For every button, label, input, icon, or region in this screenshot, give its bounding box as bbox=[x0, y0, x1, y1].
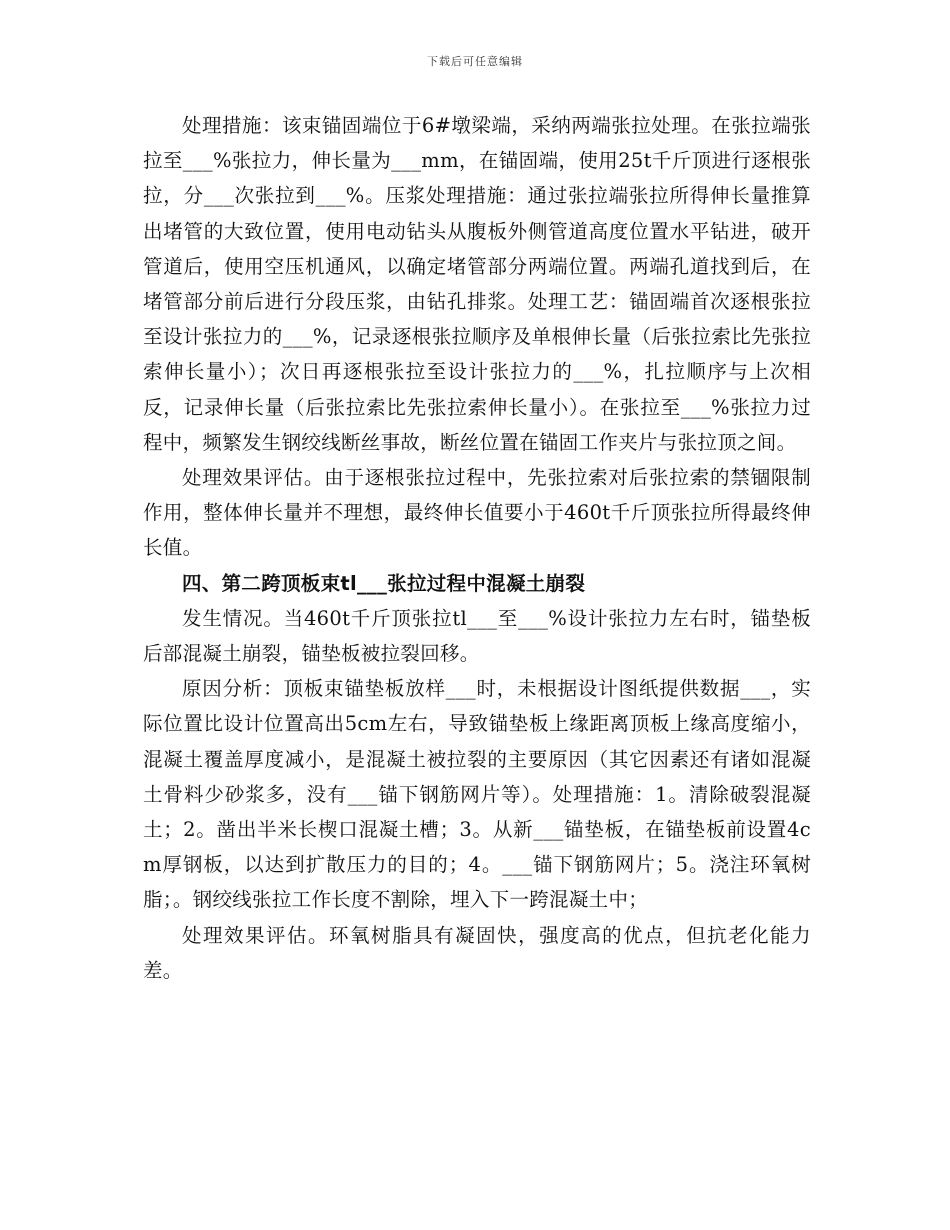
page-header: 下载后可任意编辑 bbox=[427, 55, 523, 68]
document-body bbox=[143, 108, 811, 988]
paragraph-final-evaluation: 处理效果评估。环氧树脂具有凝固快，强度高的优点，但抗老化能力差。 bbox=[143, 923, 811, 982]
section-heading: 四、第二跨顶板束tl___张拉过程中混凝土崩裂 bbox=[182, 571, 586, 595]
paragraph-treatment-evaluation: 处理效果评估。由于逐根张拉过程中，先张拉索对后张拉索的禁锢限制作用，整体伸长量并不理想，最终伸长值要小于460t千斤顶张拉所得最终伸长值。 bbox=[143, 466, 811, 560]
paragraph-cause-analysis: 原因分析：顶板束锚垫板放样___时，未根据设计图纸提供数据___，实际位置比设计位置高出5cm左右，导致锚垫板上缘距离顶板上缘高度缩小，混凝土覆盖厚度减小，是混凝土被拉裂的主要原因（其它因素还有诸如混凝土骨料少砂浆多，没有___锚下钢筋网片等）。处理措施：1。清除破裂混凝土；2。凿出半米长楔口混凝土槽；3。从新___锚垫板，在锚垫板前设置4cm厚钢板，以达到扩散压力的目的；4。___锚下钢筋网片；5。浇注环氧树脂；。钢绞线张拉工作长度不割除，埋入下一跨混凝土中； bbox=[143, 677, 811, 912]
paragraph-occurrence: 发生情况。当460t千斤顶张拉tl___至___%设计张拉力左右时，锚垫板后部混凝土崩裂，锚垫板被拉裂回移。 bbox=[143, 606, 811, 666]
paragraph-treatment-measures: 处理措施：该束锚固端位于6#墩梁端，采纳两端张拉处理。在张拉端张拉至___%张拉力，伸长量为___mm，在锚固端，使用25t千斤顶进行逐根张拉，分___次张拉到___%。压浆处理措施：通过张拉端张拉所得伸长量推算出堵管的大致位置，使用电动钻头从腹板外侧管道高度位置水平钻进，破开管道后，使用空压机通风，以确定堵管部分两端位置。两端孔道找到后，在堵管部分前后进行分段压浆，由钻孔排浆。处理工艺：锚固端首次逐根张拉至设计张拉力的___%，记录逐根张拉顺序及单根伸长量（后张拉索比先张拉索伸长量小）；次日再逐根张拉至设计张拉力的___%，扎拉顺序与上次相反，记录伸长量（后张拉索比先张拉索伸长量小）。在张拉至___%张拉力过程中，频繁发生钢绞线断丝事故，断丝位置在锚固工作夹片与张拉顶之间。 bbox=[143, 114, 811, 454]
